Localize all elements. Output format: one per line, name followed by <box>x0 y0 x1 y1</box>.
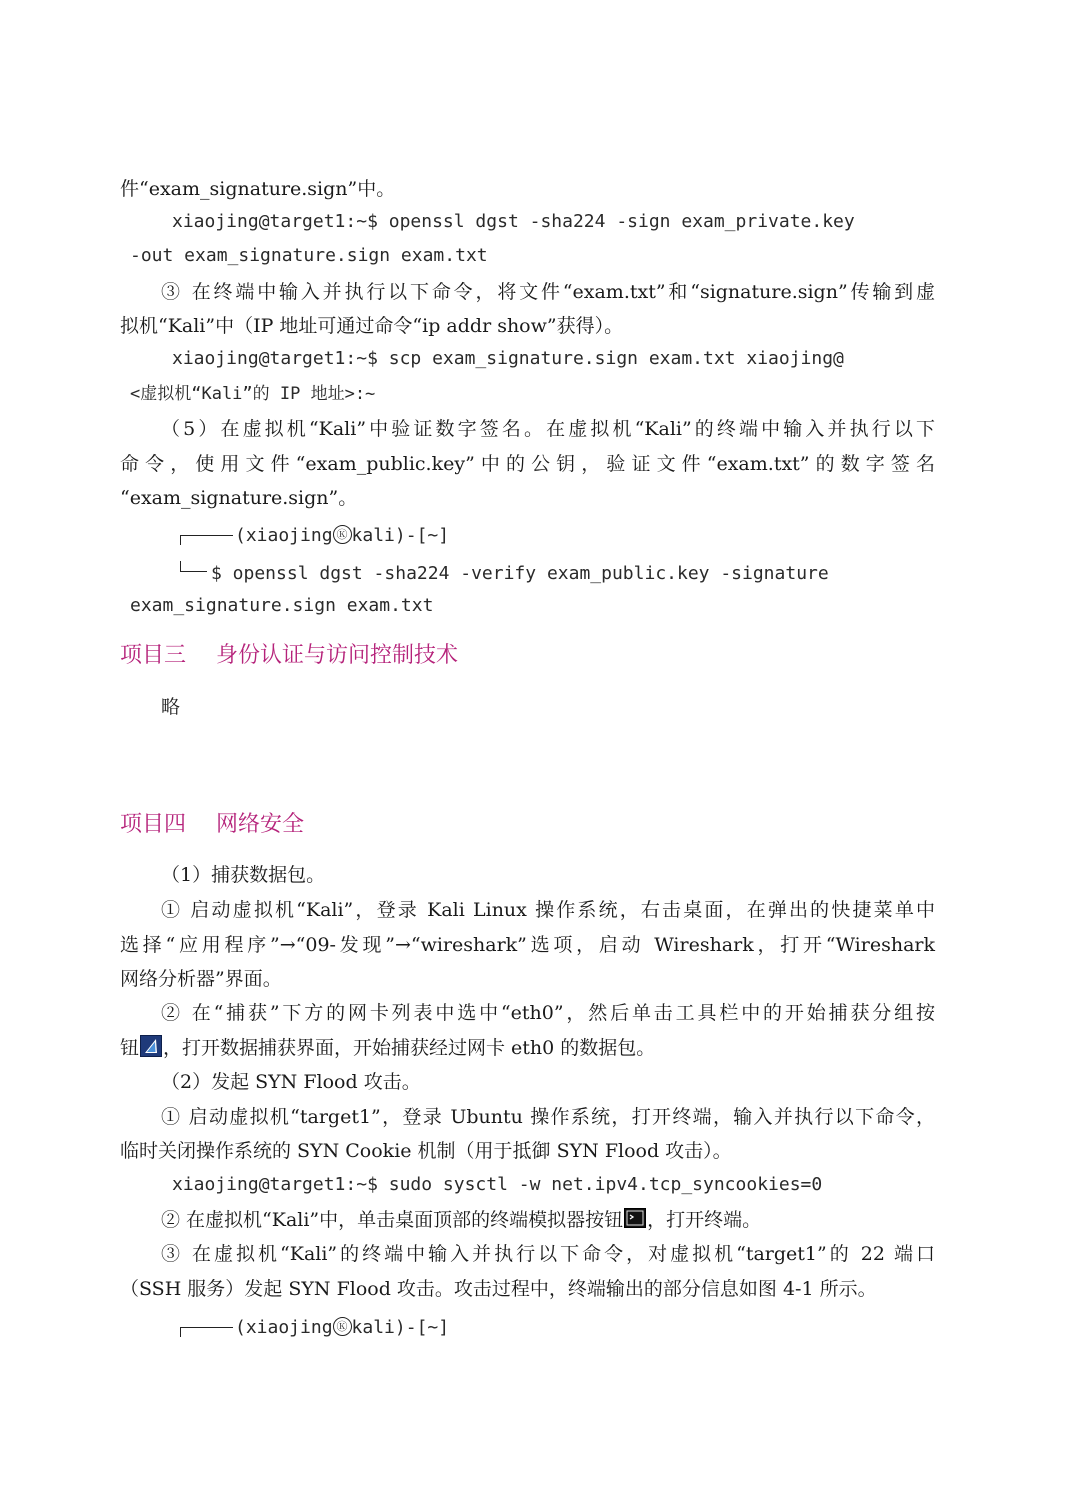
prompt-corner <box>180 1327 233 1337</box>
prompt-user: (xiaojing <box>235 1317 333 1338</box>
code-line: -out exam_signature.sign exam.txt <box>130 245 488 266</box>
paragraph-line: 件“exam_signature.sign”中。 <box>120 178 396 200</box>
step-text: 钮 <box>120 1037 140 1059</box>
heading-title: 网络安全 <box>216 812 305 837</box>
step-text: ② 在虚拟机“Kali”中，单击桌面顶部的终端模拟器按钮 <box>161 1209 624 1231</box>
prompt-host: kali)-[~] <box>351 525 450 546</box>
code-line: xiaojing@target1:~$ scp exam_signature.sign exam.txt xiaojing@ <box>172 348 844 369</box>
step-text: ③ 在虚拟机“Kali”的终端中输入并执行以下命令，对虚拟机“target1”的 22 端口 <box>161 1243 935 1265</box>
paragraph-line: 网络分析器”界面。 <box>120 968 282 990</box>
section-heading <box>120 641 458 671</box>
heading-number: 项目四 <box>120 812 187 837</box>
heading-number: 项目三 <box>120 643 187 668</box>
section-heading <box>120 810 304 840</box>
prompt-user: (xiaojing <box>235 525 333 546</box>
paragraph-line <box>161 1207 981 1233</box>
paragraph-line: “exam_signature.sign”。 <box>120 487 358 509</box>
code-line: xiaojing@target1:~$ openssl dgst -sha224 -sign exam_private.key <box>172 211 855 232</box>
step-text: 选择“应用程序”→“09-发现”→“wireshark”选项，启动 Wireshark，打开“Wireshark <box>120 934 935 956</box>
command-text: $ openssl dgst -sha224 -verify exam_public.key -signature <box>211 563 829 584</box>
step-text: ③ 在终端中输入并执行以下命令，将文件“exam.txt”和“signature.sign”传输到虚 <box>161 281 935 303</box>
prompt-corner <box>180 561 207 572</box>
code-line: exam_signature.sign exam.txt <box>130 595 434 616</box>
prompt-host: kali)-[~] <box>351 1317 450 1338</box>
prompt-corner <box>180 535 233 545</box>
paragraph-line: （SSH 服务）发起 SYN Flood 攻击。攻击过程中，终端输出的部分信息如图 4-1 所示。 <box>120 1278 877 1300</box>
step-text: ① 启动虚拟机“target1”，登录 Ubuntu 操作系统，打开终端，输入并执行以下命令， <box>161 1106 935 1128</box>
paragraph-line: （2）发起 SYN Flood 攻击。 <box>161 1071 421 1093</box>
wireshark-shark-fin-icon <box>140 1035 162 1057</box>
paragraph-line <box>161 416 935 442</box>
paragraph-line: （1）捕获数据包。 <box>161 864 326 886</box>
step-text: ，打开终端。 <box>647 1209 762 1231</box>
terminal-command <box>180 561 829 587</box>
terminal-prompt <box>180 523 449 549</box>
paragraph-line: 略 <box>161 696 181 718</box>
step-text: ① 启动虚拟机“Kali”，登录 Kali Linux 操作系统，右击桌面，在弹出的快捷菜单中 <box>161 899 935 921</box>
step-text: 命令，使用文件“exam_public.key”中的公钥，验证文件“exam.txt”的数字签名 <box>120 453 935 475</box>
heading-title: 身份认证与访问控制技术 <box>216 643 459 668</box>
terminal-icon <box>624 1208 646 1228</box>
paragraph-line <box>161 897 935 923</box>
paragraph-line <box>161 1104 935 1130</box>
kali-dragon-icon: Ⓚ <box>333 525 352 544</box>
code-line: xiaojing@target1:~$ sudo sysctl -w net.ipv4.tcp_syncookies=0 <box>172 1174 823 1195</box>
paragraph-line <box>161 1241 935 1267</box>
step-text: ，打开数据捕获界面，开始捕获经过网卡 eth0 的数据包。 <box>163 1037 656 1059</box>
paragraph-line <box>120 1035 940 1061</box>
step-text: ② 在“捕获”下方的网卡列表中选中“eth0”，然后单击工具栏中的开始捕获分组按 <box>161 1002 935 1024</box>
step-text: （5）在虚拟机“Kali”中验证数字签名。在虚拟机“Kali”的终端中输入并执行以下 <box>161 418 935 440</box>
paragraph-line <box>161 1000 935 1026</box>
paragraph-line <box>161 279 935 305</box>
paragraph-line: 拟机“Kali”中（IP 地址可通过命令“ip addr show”获得）。 <box>120 315 624 337</box>
kali-dragon-icon: Ⓚ <box>333 1317 352 1336</box>
paragraph-line <box>120 932 935 958</box>
terminal-prompt <box>180 1315 449 1341</box>
paragraph-line <box>120 451 935 477</box>
code-line: <虚拟机“Kali”的 IP 地址>:~ <box>130 384 376 404</box>
paragraph-line: 临时关闭操作系统的 SYN Cookie 机制（用于抵御 SYN Flood 攻击）。 <box>120 1140 732 1162</box>
